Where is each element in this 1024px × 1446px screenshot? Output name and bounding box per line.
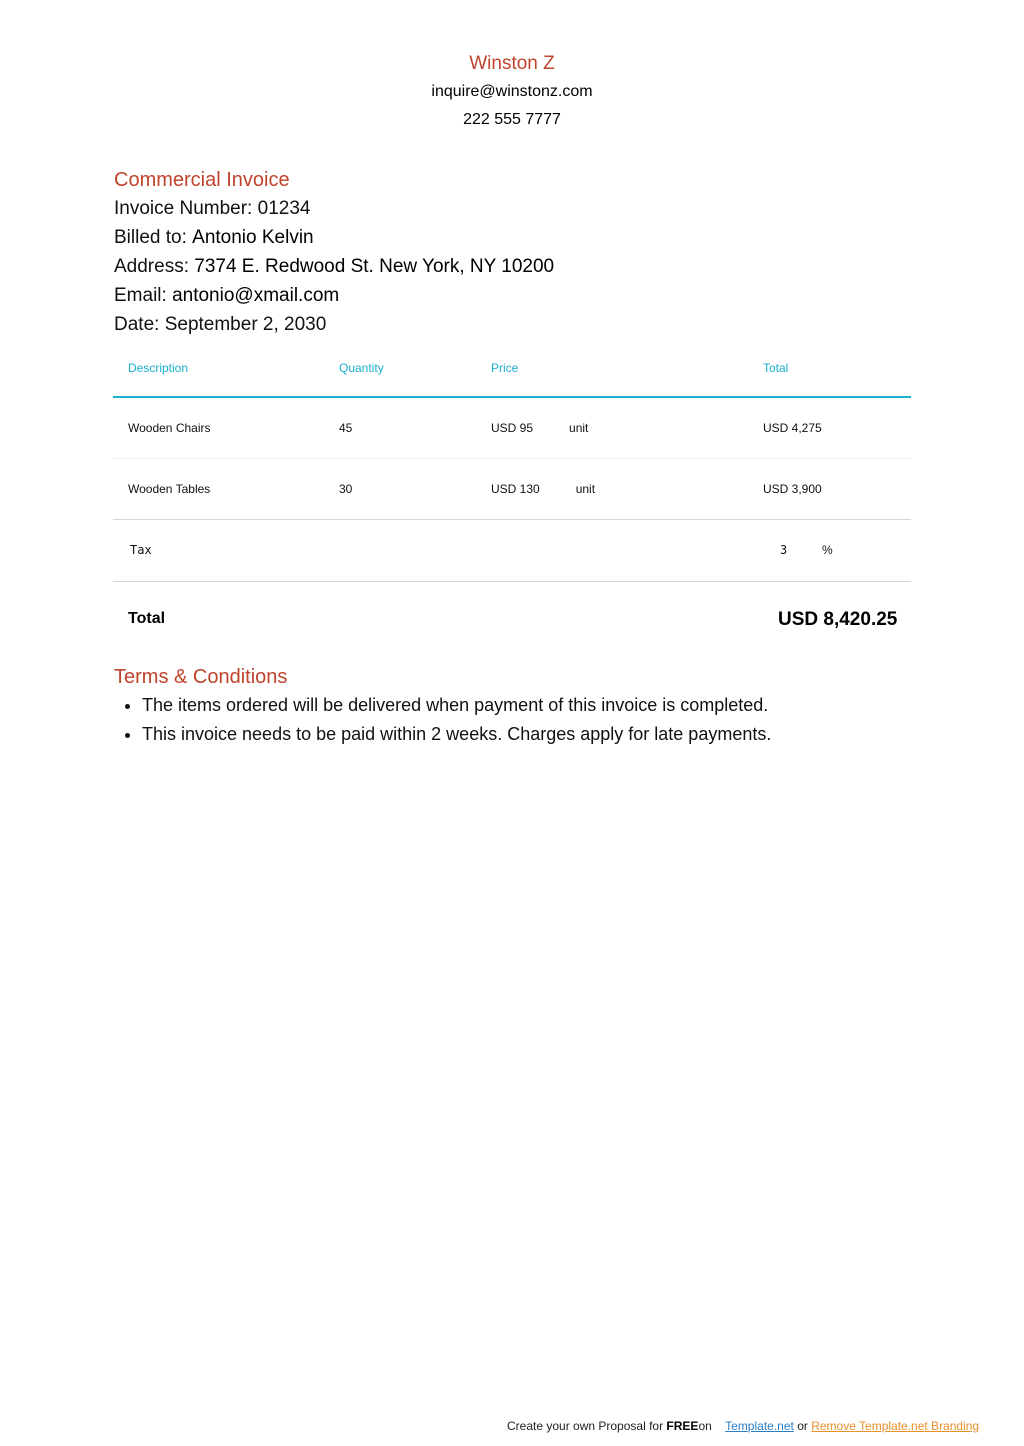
cell-description: Wooden Chairs bbox=[113, 397, 339, 459]
footer-prefix: Create your own Proposal for bbox=[507, 1419, 667, 1433]
list-item: • The items ordered will be delivered when payment of this invoice is completed. bbox=[142, 691, 914, 720]
header-price: Price bbox=[491, 340, 763, 397]
invoice-info bbox=[114, 166, 914, 339]
cell-total: USD 3,900 bbox=[763, 459, 911, 520]
terms-title: Terms & Conditions bbox=[114, 666, 288, 688]
tax-label: Tax bbox=[130, 543, 152, 557]
invoice-number-value: 01234 bbox=[257, 198, 311, 219]
footer-or: or bbox=[797, 1419, 808, 1433]
tax-value-field[interactable]: 3 bbox=[780, 543, 788, 557]
billed-to-line bbox=[114, 223, 914, 252]
date-value: September 2, 2030 bbox=[164, 314, 327, 335]
price-unit: unit bbox=[569, 421, 589, 435]
table-header-row bbox=[113, 340, 911, 397]
total-label: Total bbox=[128, 610, 166, 627]
tax-row bbox=[113, 521, 911, 582]
address-value: 7374 E. Redwood St. New York, NY 10200 bbox=[194, 256, 555, 277]
email-line bbox=[114, 281, 914, 310]
billed-to-label: Billed to: bbox=[114, 227, 187, 248]
billed-to-value: Antonio Kelvin bbox=[192, 227, 314, 248]
table-row bbox=[113, 397, 911, 459]
header-quantity: Quantity bbox=[339, 340, 491, 397]
invoice-title: Commercial Invoice bbox=[114, 169, 290, 191]
terms-list bbox=[114, 691, 914, 749]
address-label: Address: bbox=[114, 256, 189, 277]
invoice-number-line bbox=[114, 194, 914, 223]
header-total: Total bbox=[763, 340, 911, 397]
cell-price bbox=[491, 397, 763, 459]
cell-quantity: 30 bbox=[339, 459, 491, 520]
price-amount: USD 95 bbox=[491, 421, 534, 435]
cell-price bbox=[491, 459, 763, 520]
total-value: USD 8,420.25 bbox=[778, 609, 898, 630]
footer-free: FREE bbox=[666, 1419, 699, 1433]
template-net-link[interactable]: Template.net bbox=[725, 1419, 794, 1433]
email-label: Email: bbox=[114, 285, 167, 306]
footer-branding bbox=[507, 1419, 979, 1433]
address-line bbox=[114, 252, 914, 281]
items-table bbox=[113, 340, 911, 520]
sender-header bbox=[0, 50, 1024, 134]
tax-percent-symbol: % bbox=[822, 543, 833, 557]
table-row bbox=[113, 459, 911, 520]
terms-section bbox=[114, 663, 914, 749]
list-item: • This invoice needs to be paid within 2 weeks. Charges apply for late payments. bbox=[142, 720, 914, 749]
header-description: Description bbox=[113, 340, 339, 397]
cell-description: Wooden Tables bbox=[113, 459, 339, 520]
date-line bbox=[114, 310, 914, 339]
cell-total: USD 4,275 bbox=[763, 397, 911, 459]
email-value: antonio@xmail.com bbox=[172, 285, 340, 306]
price-amount: USD 130 bbox=[491, 482, 540, 496]
footer-on: on bbox=[698, 1419, 712, 1433]
date-label: Date: bbox=[114, 314, 160, 335]
sender-email: inquire@winstonz.com bbox=[431, 83, 593, 100]
cell-quantity: 45 bbox=[339, 397, 491, 459]
sender-phone: 222 555 7777 bbox=[463, 111, 561, 128]
price-unit: unit bbox=[575, 482, 596, 496]
sender-name: Winston Z bbox=[469, 53, 555, 74]
invoice-number-label: Invoice Number: bbox=[114, 198, 253, 219]
remove-branding-link[interactable]: Remove Template.net Branding bbox=[811, 1419, 980, 1433]
